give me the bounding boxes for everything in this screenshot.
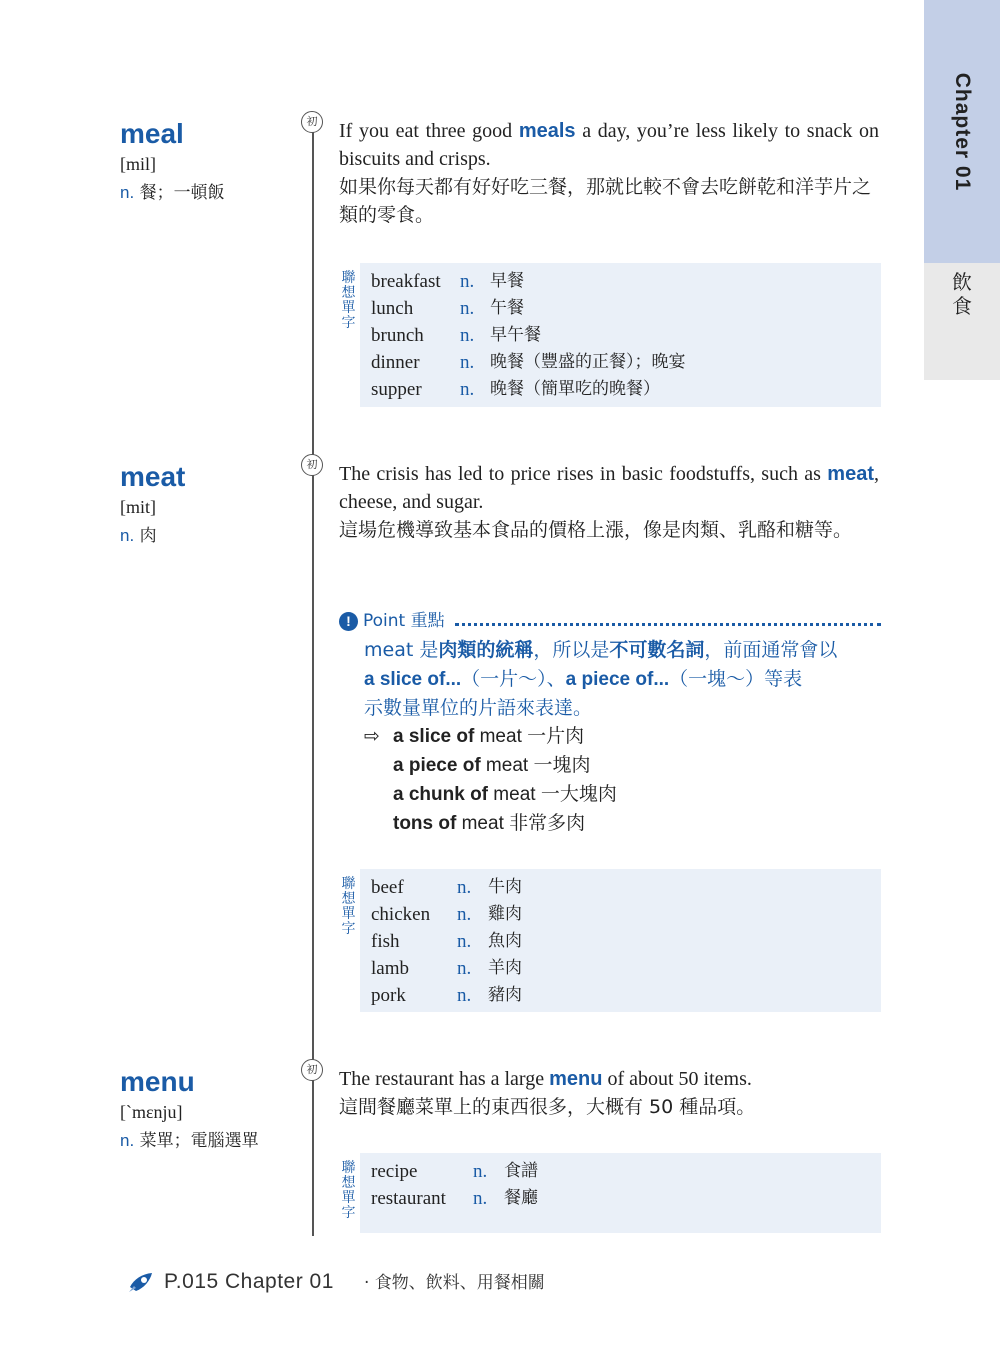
related-word-row: breakfast n. 早餐	[371, 271, 524, 292]
definition: n. 肉	[120, 526, 157, 546]
related-words-box	[341, 869, 881, 1012]
headword-meal: meal	[120, 118, 184, 149]
chapter-side-tab	[924, 0, 1000, 380]
chapter-topic-text: 飲 食	[952, 270, 972, 318]
level-icon: 初	[301, 454, 323, 476]
example-translation: 這間餐廳菜單上的東西很多，大概有 50 種品項。	[339, 1096, 756, 1118]
definition: n. 餐；一頓飯	[120, 183, 225, 203]
phonetic: [mil]	[120, 154, 156, 174]
related-word-row: restaurant n. 餐廳	[371, 1188, 538, 1209]
headword-menu: menu	[120, 1066, 195, 1097]
rocket-logo-icon	[128, 1271, 154, 1293]
point-label: Point 重點	[363, 611, 445, 631]
related-words-tag: 聯 想 單 字	[341, 876, 356, 937]
level-icon: 初	[301, 111, 323, 133]
example-translation: 如果你每天都有好好吃三餐，那就比較不會去吃餅乾和洋芋片之類的零食。	[339, 176, 872, 226]
phonetic: [mit]	[120, 497, 156, 517]
related-word-row: chicken n. 雞肉	[371, 904, 522, 925]
related-word-row: lunch n. 午餐	[371, 298, 524, 319]
example-translation: 這場危機導致基本食品的價格上漲，像是肉類、乳酪和糖等。	[339, 519, 853, 541]
related-word-row: brunch n. 早午餐	[371, 325, 541, 346]
point-header	[339, 609, 881, 635]
footer-subtitle: · 食物、飲料、用餐相關	[364, 1273, 545, 1293]
related-words-tag: 聯 想 單 字	[341, 270, 356, 331]
point-examples	[364, 722, 617, 838]
dotted-rule	[455, 623, 881, 626]
related-word-row: lamb n. 羊肉	[371, 958, 522, 979]
headword-meat: meat	[120, 461, 186, 492]
page-number: P.015 Chapter 01	[164, 1270, 334, 1293]
chapter-label	[924, 0, 1000, 263]
related-words-box	[341, 1153, 881, 1233]
related-word-row: pork n. 豬肉	[371, 985, 522, 1006]
related-words-tag: 聯 想 單 字	[341, 1160, 356, 1221]
point-example-row: ⇨ a slice of meat 一片肉	[364, 722, 617, 751]
arrow-icon: ⇨	[364, 725, 380, 747]
chapter-topic	[924, 270, 1000, 318]
related-word-row: recipe n. 食譜	[371, 1161, 538, 1182]
level-icon: 初	[301, 1059, 323, 1081]
chapter-label-text: Chapter 01	[951, 72, 974, 192]
definition: n. 菜單；電腦選單	[120, 1131, 259, 1151]
related-word-row: beef n. 牛肉	[371, 877, 522, 898]
point-example-row: a chunk of meat 一大塊肉	[393, 783, 617, 805]
related-word-row: dinner n. 晚餐（豐盛的正餐）；晚宴	[371, 352, 686, 373]
point-body: meat 是肉類的統稱，所以是不可數名詞，前面通常會以 a slice of...（一片～）、a piece of...（一塊～）等表 示數量單位的片語來表達。	[364, 639, 838, 719]
related-word-row: fish n. 魚肉	[371, 931, 522, 952]
point-example-row: tons of meat 非常多肉	[393, 812, 586, 834]
example-sentence: The crisis has led to price rises in basic foodstuffs, such as meat, cheese, and sugar. 這場危機導致基本食品的價格上漲，像是肉類、乳酪和糖等。	[339, 460, 879, 544]
related-word-row: supper n. 晚餐（簡單吃的晚餐）	[371, 379, 660, 400]
related-words-box	[341, 263, 881, 407]
point-example-row: a piece of meat 一塊肉	[393, 754, 591, 776]
example-sentence: The restaurant has a large menu of about 50 items. 這間餐廳菜單上的東西很多，大概有 50 種品項。	[339, 1065, 879, 1121]
example-sentence: If you eat three good meals a day, you’re less likely to snack on biscuits and crisps. 如果你每天都有好好吃三餐，那就比較不會去吃餅乾和洋芋片之類的零食。	[339, 117, 879, 229]
phonetic: [`mɛnju]	[120, 1102, 183, 1122]
exclamation-icon: !	[339, 612, 358, 631]
